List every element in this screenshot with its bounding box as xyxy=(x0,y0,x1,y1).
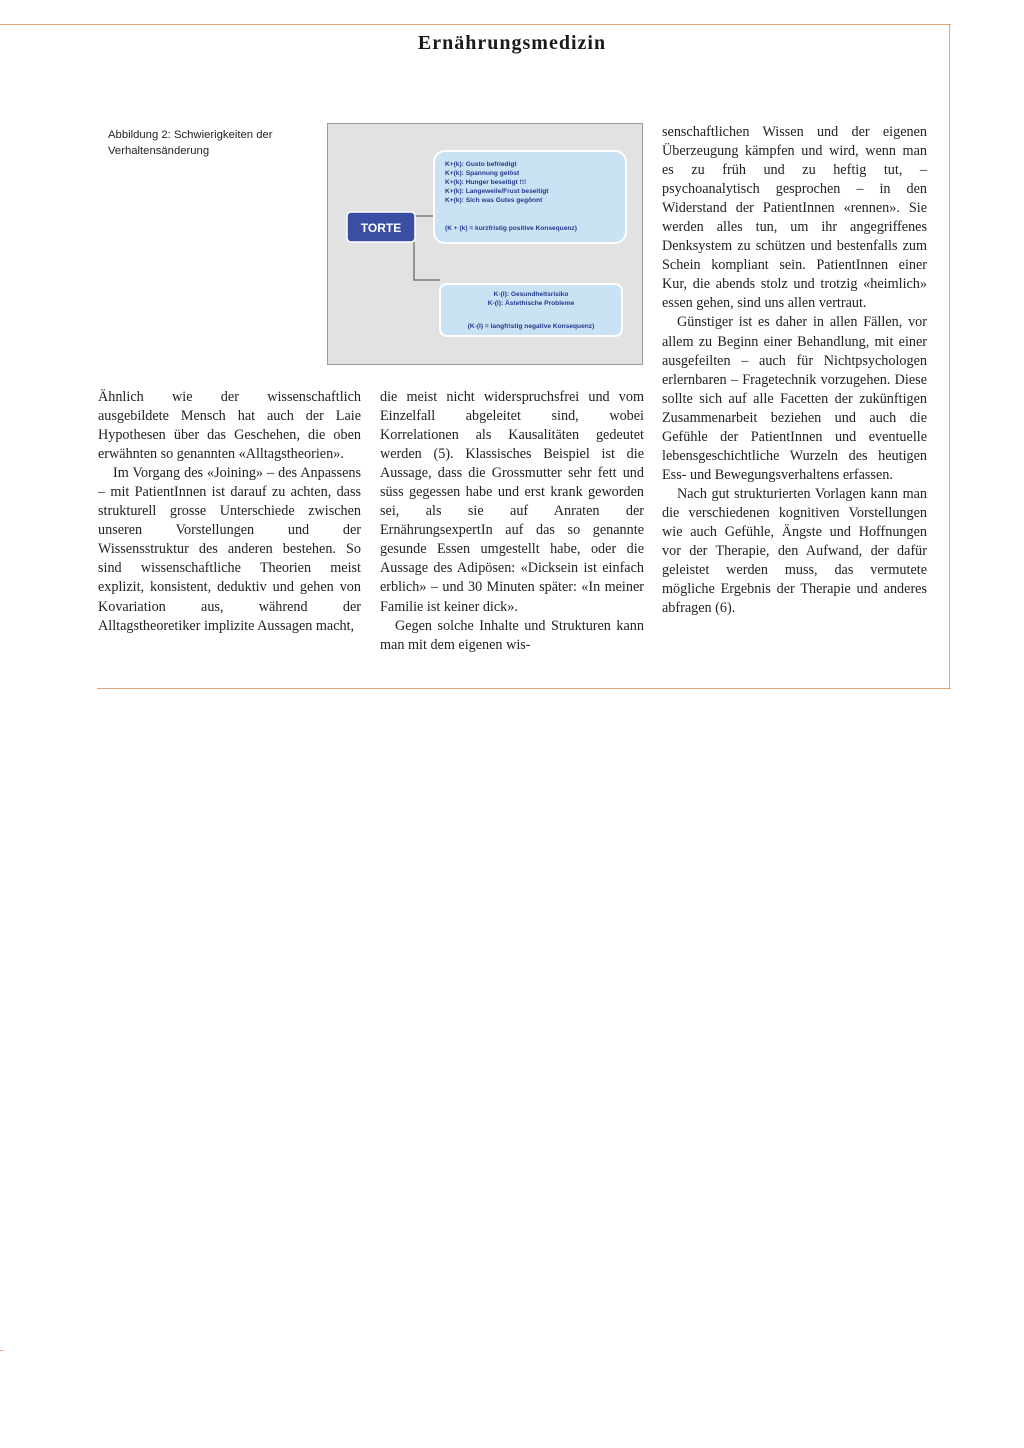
paragraph: senschaftlichen Wissen und der eigenen Überzeugung kämpfen und wird, wenn man es zu früh und zu heftig tut, – psychoanalytisch gesprochen – in den Widerstand der PatientInnen «rennen». Sie werden alles tun, um ihr angegriffenes Denksystem zu schützen und bestenfalls zum Schein kompliant sein. PatientInnen einer Kur, die abends stolz und trotzig «heimlich» essen gehen, sind uns allen vertraut. xyxy=(662,124,927,312)
paragraph: Günstiger ist es daher in allen Fällen, vor allem zu Beginn einer Behandlung, mit einer ausgefeilten – auch für Nichtpsychologen erlernbaren – Fragetechnik vorzugehen. Diese sollte sich auf alle Facetten der zukünftigen Zusammenarbeit beziehen und auch die Gefühle der PatientInnen und eventuelle lebensgeschichtliche Wurzeln des heutigen Ess- und Bewegungsverhaltens erfassen. xyxy=(662,314,927,483)
paragraph: Nach gut strukturierten Vorlagen kann man die verschiedenen kognitiven Vorstellungen wie auch Gefühle, Ängste und Hoffnungen vor der Therapie, den Aufwand, der dafür geleistet werden muss, das vermutete mögliche Ergebnis der Therapie und anderes abfragen (6). xyxy=(662,485,927,617)
page-title: Ernährungsmedizin xyxy=(417,32,607,54)
paragraph: die meist nicht widerspruchsfrei und vom Einzelfall abgeleitet sind, wobei Korrelationen als Kausalitäten gedeutet werden (5). Klassisches Beispiel ist die Aussage, dass die Grossmutter sehr fett und süss gegessen habe und erst krank geworden sei, als sie auf Anraten der ErnährungsexpertIn auf das so genannte gesunde Essen umgestellt habe, oder die Aussage des Adipösen: «Dicksein ist einfach erblich» – und 30 Minuten später: «In meiner Familie ist keiner dick». xyxy=(380,389,644,615)
frame-right-rule xyxy=(949,24,950,688)
connector-line xyxy=(414,242,440,280)
negative-line-2: K-(l): Ästethische Probleme xyxy=(487,300,575,307)
frame-bottom-rule xyxy=(97,688,951,689)
torte-label: TORTE xyxy=(360,221,402,235)
positive-line-2: K+(k): Spannung gelöst xyxy=(445,170,520,177)
negative-line-1: K-(l): Gesundheitsrisiko xyxy=(493,291,569,298)
positive-line-4: K+(k): Langeweile/Frust beseitigt xyxy=(445,188,549,195)
positive-summary: (K + (k) = kurzfristig positive Konsequenz) xyxy=(445,225,577,232)
text-column-2 xyxy=(380,388,644,655)
negative-summary: (K-(l) = langfristig negative Konsequenz) xyxy=(467,323,595,330)
positive-line-3: K+(k): Hunger beseitigt !!! xyxy=(445,179,527,186)
paragraph: Im Vorgang des «Joining» – des Anpassens – mit PatientInnen ist darauf zu achten, dass strukturell grosse Unterschiede zwischen unseren Vorstellungen und der Wissensstruktur des anderen bestehen. So sind wissenschaftliche Theorien meist explizit, konsistent, deduktiv und gehen von Kovariation aus, während der Alltagstheoretiker implizite Aussagen macht, xyxy=(98,465,361,634)
positive-line-5: K+(k): Sich was Gutes gegönnt xyxy=(445,197,543,204)
frame-top-rule xyxy=(0,24,951,25)
figure-caption: Abbildung 2: Schwierigkeiten der Verhaltensänderung xyxy=(108,129,273,157)
paragraph: Ähnlich wie der wissenschaftlich ausgebildete Mensch hat auch der Laie Hypothesen über das Geschehen, die oben erwähnten so genannten «Alltagstheorien». xyxy=(98,389,361,463)
page-edge-tick xyxy=(0,1350,3,1351)
text-column-1 xyxy=(98,388,361,636)
diagram-svg xyxy=(328,124,644,366)
text-column-3 xyxy=(662,123,927,618)
positive-line-1: K+(k): Gusto befriedigt xyxy=(445,161,517,168)
figure-diagram xyxy=(327,123,643,365)
paragraph: Gegen solche Inhalte und Strukturen kann man mit dem eigenen wis- xyxy=(380,617,644,653)
